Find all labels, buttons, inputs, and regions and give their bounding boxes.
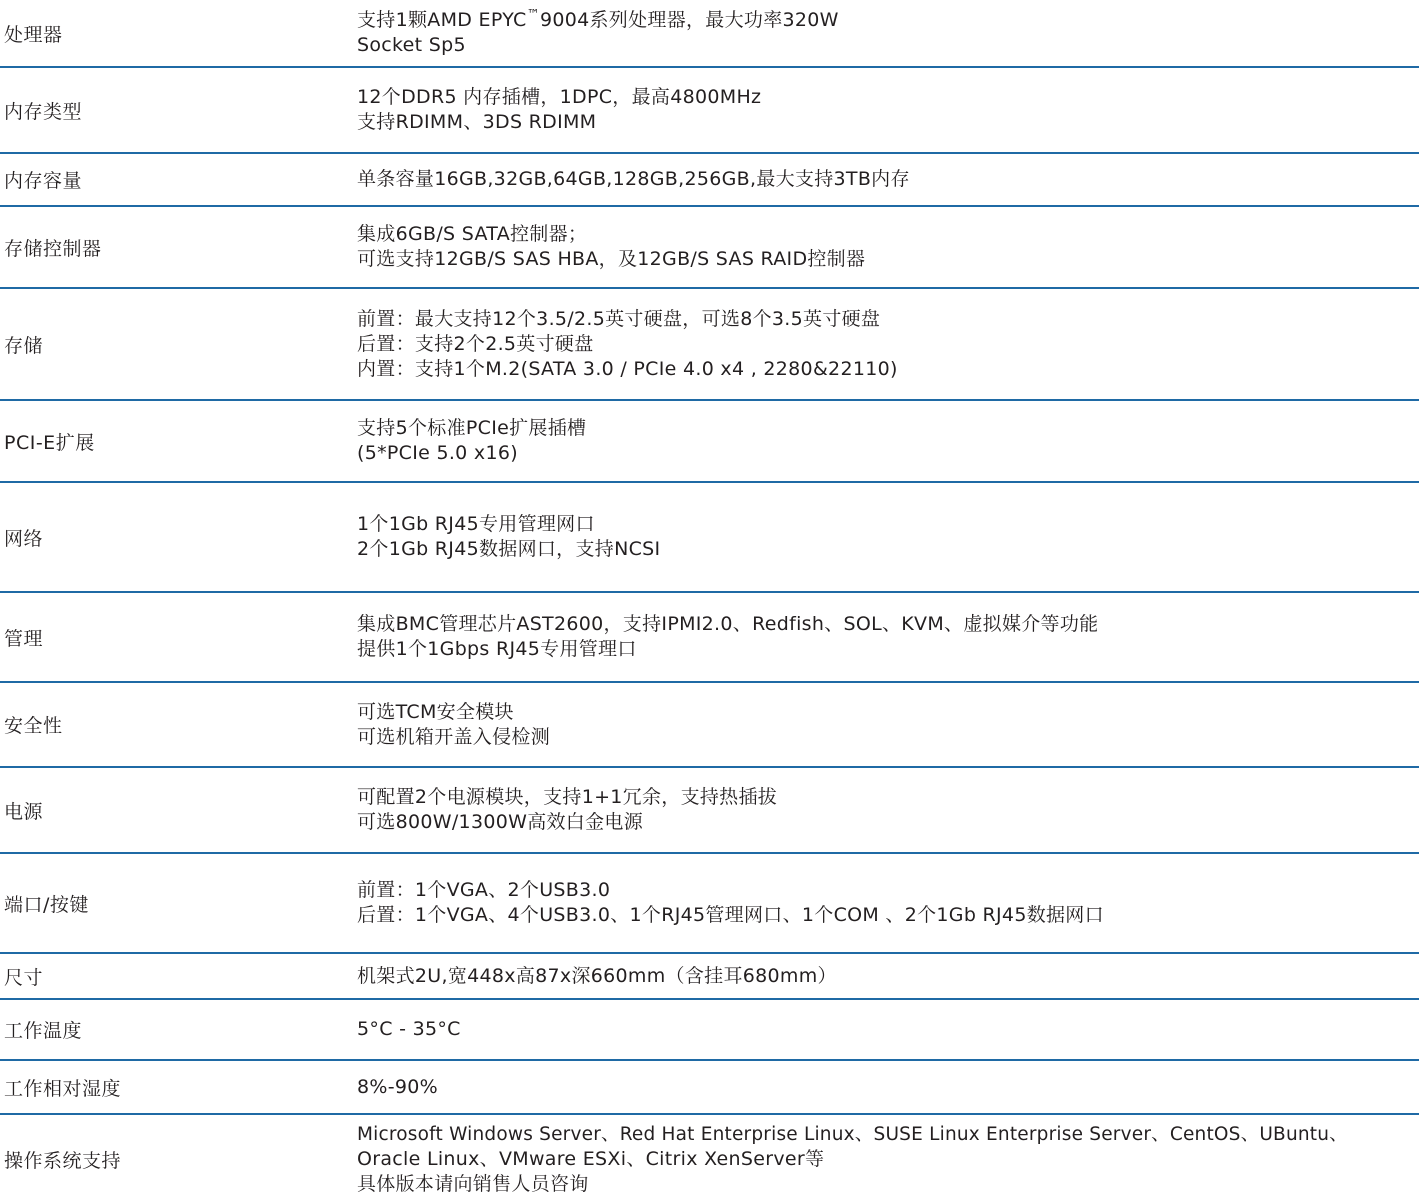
trademark-symbol: ™ <box>526 7 540 23</box>
spec-label: 电源 <box>4 800 44 823</box>
spec-line: 可配置2个电源模块，支持1+1冗余，支持热插拔 <box>357 786 778 808</box>
spec-row-network <box>0 483 1419 593</box>
spec-row-os-support <box>0 1115 1419 1203</box>
spec-line: 内置：支持1个M.2(SATA 3.0 / PCIe 4.0 x4 , 2280&22110) <box>357 357 898 380</box>
spec-line: 前置：1个VGA、2个USB3.0 <box>357 879 611 901</box>
spec-line: 后置：1个VGA、4个USB3.0、1个RJ45管理网口、1个COM 、2个1Gb RJ45数据网口 <box>357 904 1104 926</box>
spec-row-power-supply <box>0 768 1419 854</box>
spec-row-storage-controller <box>0 207 1419 289</box>
spec-label: 内存容量 <box>4 170 83 192</box>
spec-line: 1个1Gb RJ45专用管理网口 <box>357 513 595 535</box>
spec-line: 支持RDIMM、3DS RDIMM <box>357 111 597 133</box>
spec-value <box>357 222 1419 272</box>
spec-line: Oracle Linux、VMware ESXi、Citrix XenServer等 <box>357 1147 825 1170</box>
spec-value <box>357 785 1419 835</box>
spec-line: 8%-90% <box>357 1075 439 1098</box>
spec-value <box>357 512 1419 562</box>
spec-row-memory-type <box>0 68 1419 154</box>
spec-label: 内存类型 <box>4 100 83 123</box>
spec-label: 处理器 <box>4 23 63 46</box>
spec-row-management <box>0 593 1419 683</box>
spec-line: 可选支持12GB/S SAS HBA，及12GB/S SAS RAID控制器 <box>357 248 866 270</box>
spec-value <box>357 8 1419 58</box>
spec-label: 网络 <box>4 527 44 550</box>
spec-label: 工作温度 <box>4 1020 83 1042</box>
spec-value <box>357 85 1419 135</box>
spec-value <box>357 700 1419 750</box>
spec-label: 存储控制器 <box>4 237 102 260</box>
spec-line: 2个1Gb RJ45数据网口，支持NCSI <box>357 538 661 560</box>
spec-line: 集成6GB/S SATA控制器； <box>357 223 588 245</box>
spec-line: 可选800W/1300W高效白金电源 <box>357 811 643 833</box>
spec-line: 具体版本请向销售人员咨询 <box>357 1172 589 1195</box>
spec-line: 支持5个标准PCIe扩展插槽 <box>357 417 587 439</box>
spec-value <box>357 1017 1419 1042</box>
spec-label: 管理 <box>4 627 44 650</box>
spec-row-operating-temperature <box>0 1000 1419 1061</box>
spec-label: PCI-E扩展 <box>4 431 95 454</box>
spec-line: 集成BMC管理芯片AST2600，支持IPMI2.0、Redfish、SOL、KVM、虚拟媒介等功能 <box>357 613 1099 635</box>
spec-value <box>357 167 1419 192</box>
spec-label: 安全性 <box>4 715 63 737</box>
spec-line <box>357 8 1419 33</box>
spec-row-storage <box>0 289 1419 401</box>
spec-row-pcie-expansion <box>0 401 1419 483</box>
spec-line: 5°C - 35°C <box>357 1018 461 1040</box>
spec-row-memory-capacity <box>0 154 1419 207</box>
spec-label: 操作系统支持 <box>4 1149 122 1172</box>
spec-row-security <box>0 683 1419 768</box>
spec-text: 支持1颗AMD EPYC <box>357 9 527 31</box>
spec-line: 12个DDR5 内存插槽，1DPC，最高4800MHz <box>357 86 762 108</box>
spec-row-operating-humidity <box>0 1061 1419 1115</box>
spec-value <box>357 878 1419 928</box>
spec-label: 端口/按键 <box>4 893 89 916</box>
spec-line: (5*PCIe 5.0 x16) <box>357 442 518 464</box>
spec-value <box>357 307 1419 382</box>
spec-line: 提供1个1Gbps RJ45专用管理口 <box>357 638 637 660</box>
spec-value <box>357 1075 1419 1100</box>
spec-value <box>357 964 1419 989</box>
spec-line: Socket Sp5 <box>357 34 466 56</box>
spec-row-dimensions <box>0 954 1419 1000</box>
spec-line: 后置：支持2个2.5英寸硬盘 <box>357 332 594 355</box>
spec-label: 尺寸 <box>4 966 44 989</box>
spec-value <box>357 612 1419 662</box>
spec-label: 存储 <box>4 334 44 357</box>
spec-label: 工作相对湿度 <box>4 1077 122 1100</box>
spec-line: 前置：最大支持12个3.5/2.5英寸硬盘，可选8个3.5英寸硬盘 <box>357 307 881 330</box>
spec-row-ports-buttons <box>0 854 1419 954</box>
spec-value <box>357 416 1419 466</box>
spec-line: 机架式2U,宽448x高87x深660mm（含挂耳680mm） <box>357 964 837 987</box>
spec-line: 单条容量16GB,32GB,64GB,128GB,256GB,最大支持3TB内存 <box>357 168 910 190</box>
spec-text: 9004系列处理器，最大功率320W <box>539 9 839 31</box>
spec-row-processor <box>0 0 1419 68</box>
spec-value <box>357 1122 1419 1197</box>
spec-line: 可选TCM安全模块 <box>357 700 514 723</box>
spec-line: Microsoft Windows Server、Red Hat Enterprise Linux、SUSE Linux Enterprise Server、CentOS、UBuntu、 <box>357 1123 1348 1145</box>
spec-line: 可选机箱开盖入侵检测 <box>357 725 551 748</box>
